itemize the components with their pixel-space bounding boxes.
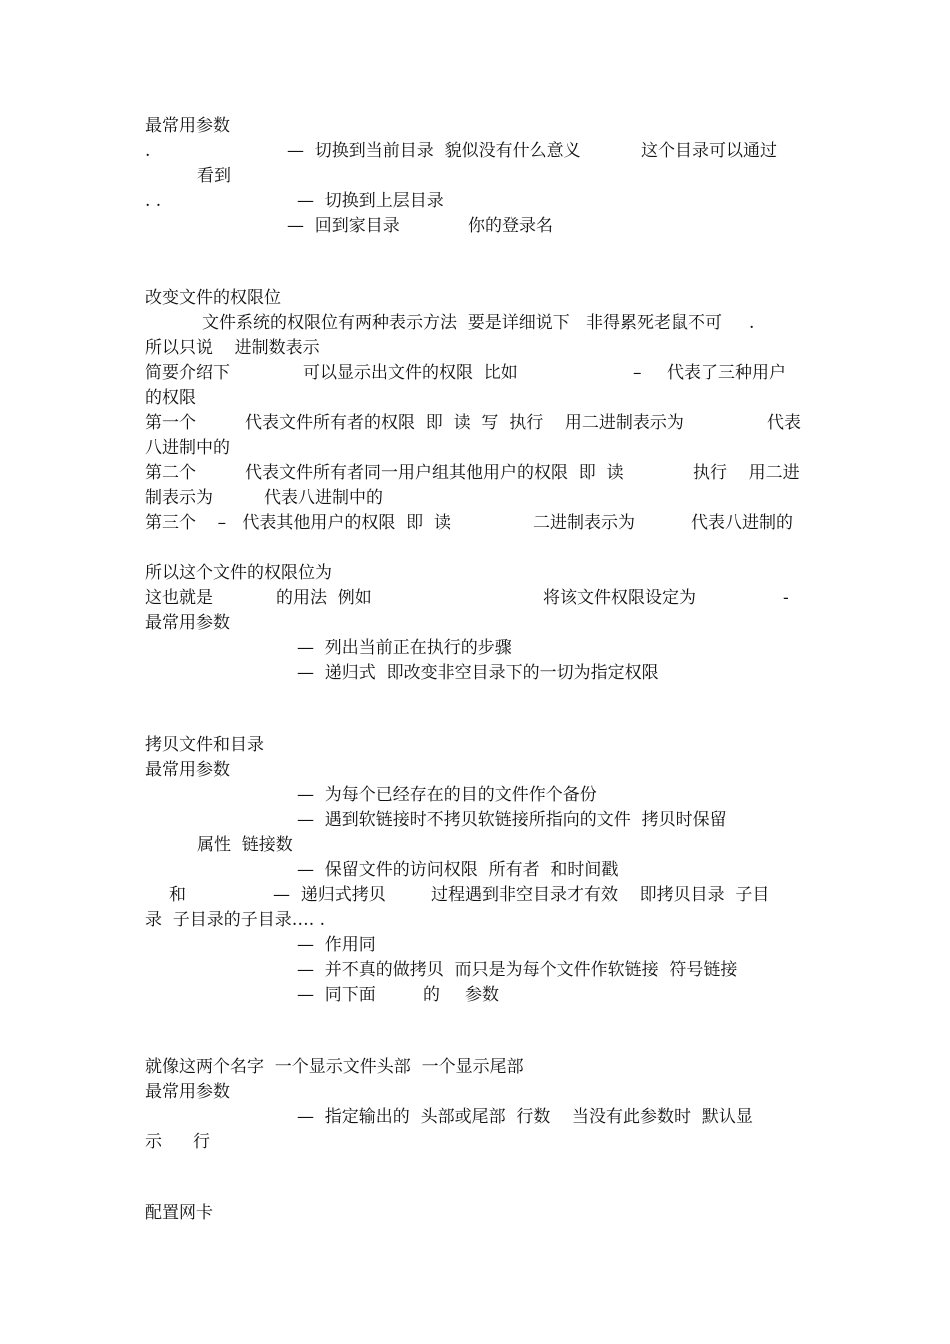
cd-home-login-name: 你的登录名 (468, 216, 553, 236)
chmod-third-binary: 二进制表示为 (533, 513, 635, 533)
head-tail-heading: 就像这两个名字 一个显示文件头部 一个显示尾部 (145, 1057, 524, 1077)
cd-dot-description: — 切换到当前目录 貌似没有什么意义 (287, 141, 581, 161)
cp-params-heading: 最常用参数 (145, 760, 230, 780)
cp-heading: 拷贝文件和目录 (145, 735, 264, 755)
chmod-usage-dash: - (783, 588, 789, 608)
cd-dotdot-description: — 切换到上层目录 (297, 191, 444, 211)
chmod-permission-summary: 所以这个文件的权限位为 (145, 563, 332, 583)
chmod-third-description: 第三个 – 代表其他用户的权限 即 读 (145, 513, 451, 533)
chmod-second-description: 代表文件所有者同一用户组其他用户的权限 即 读 (245, 463, 624, 483)
cp-preserve-option: — 保留文件的访问权限 所有者 和时间戳 (297, 860, 619, 880)
chmod-brief-end: 的权限 (145, 388, 196, 408)
cd-dotdot-option: . . (145, 191, 162, 211)
chmod-recursive-option: — 递归式 即改变非空目录下的一切为指定权限 (297, 663, 659, 683)
chmod-heading: 改变文件的权限位 (145, 288, 281, 308)
chmod-third-octal: 代表八进制的 (691, 513, 793, 533)
chmod-brief: 简要介绍下 (145, 363, 230, 383)
chmod-verbose-option: — 列出当前正在执行的步骤 (297, 638, 512, 658)
chmod-first-description: 代表文件所有者的权限 即 读 写 执行 用二进制表示为 (245, 413, 684, 433)
cp-nodereference-cont: 属性 链接数 (197, 835, 293, 855)
cd-home-description: — 回到家目录 (287, 216, 400, 236)
head-tail-n-option: — 指定输出的 头部或尾部 行数 当没有此参数时 默认显 (297, 1107, 753, 1127)
cp-symlink-option: — 并不真的做拷贝 而只是为每个文件作软链接 符号链接 (297, 960, 738, 980)
chmod-usage-example: 的用法 例如 (276, 588, 372, 608)
cp-recursive-and: 和 (169, 885, 186, 905)
chmod-intro: 文件系统的权限位有两种表示方法 要是详细说下 非得累死老鼠不可 . (202, 313, 755, 333)
cd-dot-description-end: 看到 (197, 166, 231, 186)
chmod-second-execute: 执行 用二进 (693, 463, 800, 483)
cp-recursive-cont: 录 子目录的子目录…. . (145, 910, 326, 930)
head-tail-n-lines: 行 (193, 1132, 210, 1152)
chmod-brief-dash: – (633, 363, 642, 383)
cd-dot-description-cont: 这个目录可以通过 (641, 141, 777, 161)
head-tail-params-heading: 最常用参数 (145, 1082, 230, 1102)
cd-dot-option: . (145, 141, 151, 161)
chmod-usage-label: 这也就是 (145, 588, 213, 608)
cp-recursive-description: 过程遇到非空目录才有效 即拷贝目录 子目 (431, 885, 770, 905)
chmod-second-binary: 制表示为 (145, 488, 213, 508)
cd-params-heading: 最常用参数 (145, 116, 230, 136)
chmod-second-octal: 代表八进制中的 (264, 488, 383, 508)
network-heading: 配置网卡 (145, 1203, 213, 1223)
chmod-first-label: 第一个 (145, 413, 196, 433)
cp-same-as-option: — 作用同 (297, 935, 376, 955)
chmod-brief-users: 代表了三种用户 (667, 363, 786, 383)
cp-same-below-param: 参数 (465, 985, 499, 1005)
cp-same-below-option: — 同下面 (297, 985, 376, 1005)
chmod-params-heading: 最常用参数 (145, 613, 230, 633)
head-tail-n-cont: 示 (145, 1132, 162, 1152)
chmod-first-octal: 八进制中的 (145, 438, 230, 458)
cp-nodereference-option: — 遇到软链接时不拷贝软链接所指向的文件 拷贝时保留 (297, 810, 727, 830)
chmod-usage-set: 将该文件权限设定为 (543, 588, 696, 608)
chmod-first-represents: 代表 (767, 413, 801, 433)
chmod-second-label: 第二个 (145, 463, 196, 483)
cp-recursive-option: — 递归式拷贝 (273, 885, 386, 905)
chmod-brief-example: 可以显示出文件的权限 比如 (303, 363, 518, 383)
cp-backup-option: — 为每个已经存在的目的文件作个备份 (297, 785, 597, 805)
chmod-intro-cont: 所以只说 进制数表示 (145, 338, 320, 358)
cp-same-below-of: 的 (423, 985, 440, 1005)
